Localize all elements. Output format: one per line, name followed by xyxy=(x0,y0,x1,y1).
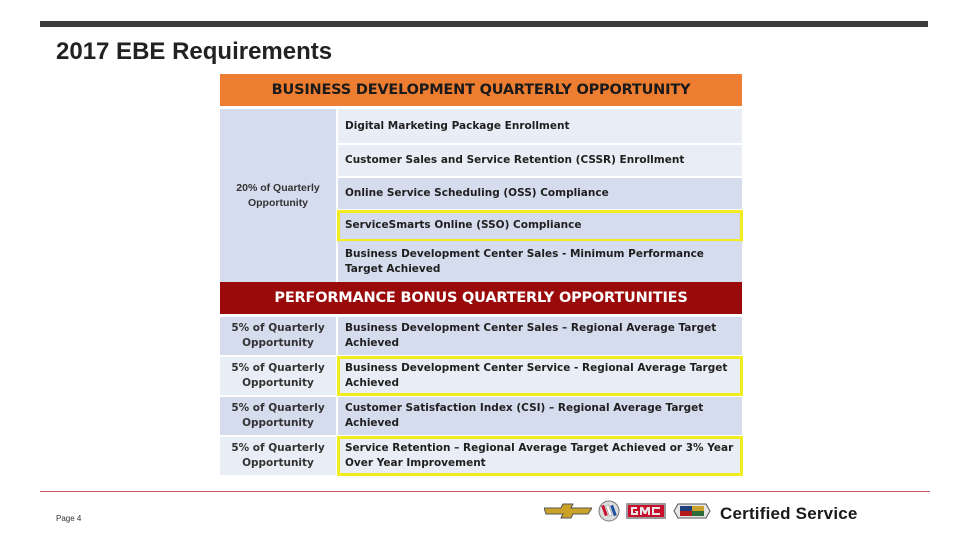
section1-item: Digital Marketing Package Enrollment xyxy=(338,109,742,145)
section2-row xyxy=(220,397,742,437)
section2-row-left: 5% of Quarterly Opportunity xyxy=(220,317,338,355)
section1-body xyxy=(220,109,742,282)
section1-item: Business Development Center Sales - Minimum Performance Target Achieved xyxy=(338,241,742,282)
section2-row xyxy=(220,437,742,477)
section2-row-left: 5% of Quarterly Opportunity xyxy=(220,397,338,435)
brand-footer xyxy=(544,500,858,527)
section2-body xyxy=(220,317,742,477)
gmc-logo-icon xyxy=(626,503,666,524)
section2-row xyxy=(220,357,742,397)
page-number: Page 4 xyxy=(56,514,82,523)
section1-item: Online Service Scheduling (OSS) Compliance xyxy=(338,178,742,211)
cadillac-logo-icon xyxy=(672,501,712,526)
section2-row-left: 5% of Quarterly Opportunity xyxy=(220,357,338,395)
top-rule xyxy=(40,21,928,27)
section2-row-left: 5% of Quarterly Opportunity xyxy=(220,437,338,475)
section2-header: PERFORMANCE BONUS QUARTERLY OPPORTUNITIES xyxy=(220,282,742,314)
section1-item: Customer Sales and Service Retention (CSSR) Enrollment xyxy=(338,145,742,178)
bottom-rule xyxy=(40,491,930,492)
section1-item-highlighted: ServiceSmarts Online (SSO) Compliance xyxy=(338,211,742,241)
section1-left-label: 20% of Quarterly Opportunity xyxy=(220,109,338,282)
section2-row-right: Customer Satisfaction Index (CSI) – Regional Average Target Achieved xyxy=(338,397,742,435)
slide-title: 2017 EBE Requirements xyxy=(56,38,333,65)
certified-service-text: Certified Service xyxy=(720,503,858,523)
section2-row xyxy=(220,317,742,357)
section2-row-right-highlighted: Business Development Center Service - Regional Average Target Achieved xyxy=(338,357,742,395)
section1-header: BUSINESS DEVELOPMENT QUARTERLY OPPORTUNITY xyxy=(220,74,742,106)
buick-logo-icon xyxy=(598,500,620,527)
section2-row-right: Business Development Center Sales – Regional Average Target Achieved xyxy=(338,317,742,355)
requirements-table xyxy=(220,74,742,477)
section2-row-right-highlighted: Service Retention – Regional Average Target Achieved or 3% Year Over Year Improvement xyxy=(338,437,742,475)
chevrolet-logo-icon xyxy=(544,503,592,524)
